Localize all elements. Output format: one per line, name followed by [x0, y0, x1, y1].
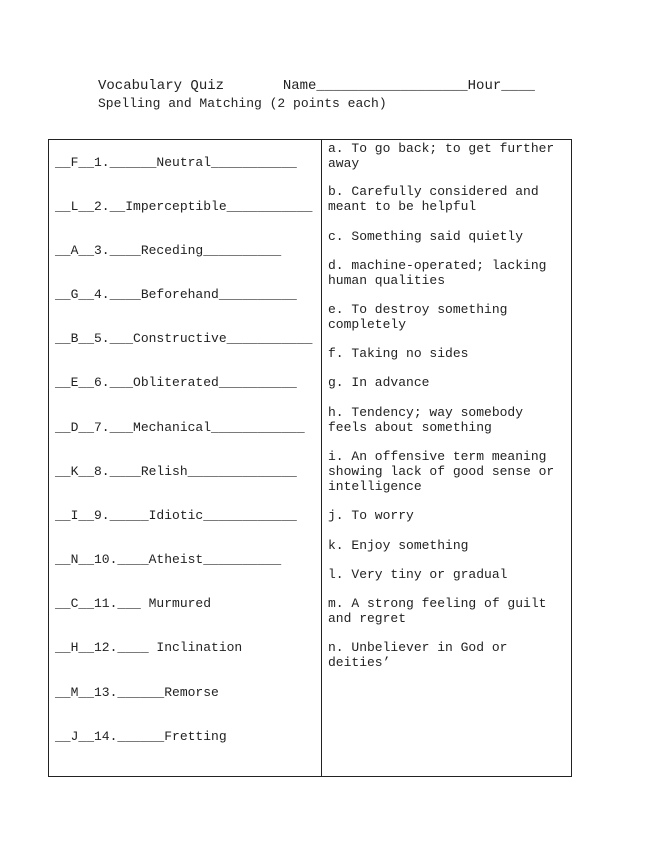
definition-item: f. Taking no sides — [328, 346, 469, 361]
definition-item: i. An offensive term meaning showing lack of good sense or intelligence — [328, 449, 563, 494]
definition-item: c. Something said quietly — [328, 229, 524, 244]
question-item: __J__14.______Fretting — [55, 729, 227, 744]
definition-item: l. Very tiny or gradual — [328, 567, 508, 582]
definition-item: m. A strong feeling of guilt and regret — [328, 596, 555, 626]
question-item: __E__6.___Obliterated__________ — [55, 375, 297, 390]
question-item: __H__12.____ Inclination — [55, 640, 243, 655]
definition-item: a. To go back; to get further away — [328, 141, 563, 171]
definition-item: e. To destroy something completely — [328, 302, 516, 332]
question-item: __D__7.___Mechanical____________ — [55, 420, 305, 435]
question-item: __L__2.__Imperceptible___________ — [55, 199, 313, 214]
definition-item: g. In advance — [328, 375, 430, 390]
question-item: __C__11.___ Murmured — [55, 596, 212, 611]
column-divider — [321, 140, 322, 776]
question-item: __I__9._____Idiotic____________ — [55, 508, 297, 523]
question-item: __A__3.____Receding__________ — [55, 243, 282, 258]
definition-item: d. machine-operated; lacking human qualities — [328, 258, 555, 288]
quiz-header — [98, 78, 535, 111]
question-item: __M__13.______Remorse — [55, 685, 219, 700]
definition-item: k. Enjoy something — [328, 538, 469, 553]
definition-item: b. Carefully considered and meant to be helpful — [328, 184, 547, 214]
definition-item: h. Tendency; way somebody feels about something — [328, 405, 531, 435]
question-item: __N__10.____Atheist__________ — [55, 552, 282, 567]
definition-item: n. Unbeliever in God or deities’ — [328, 640, 516, 670]
question-item: __G__4.____Beforehand__________ — [55, 287, 297, 302]
question-item: __F__1.______Neutral___________ — [55, 155, 297, 170]
quiz-title-line: Vocabulary Quiz Name__________________Hour____ — [98, 78, 535, 94]
quiz-table — [48, 139, 572, 777]
definition-item: j. To worry — [328, 508, 414, 523]
question-item: __K__8.____Relish______________ — [55, 464, 297, 479]
quiz-subtitle: Spelling and Matching (2 points each) — [98, 96, 387, 111]
question-item: __B__5.___Constructive___________ — [55, 331, 313, 346]
